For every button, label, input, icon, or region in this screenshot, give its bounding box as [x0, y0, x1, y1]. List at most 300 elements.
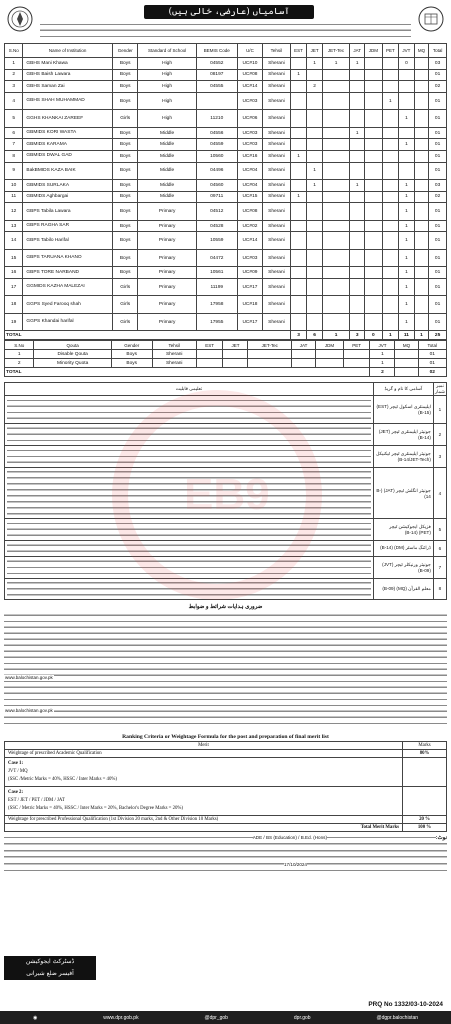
vacancy-cell-jdm [365, 232, 382, 250]
vacancy-cell-name: BakBMIDS KAZA BAIK [23, 162, 113, 180]
vacancy-cell-tehsil: Sherani [263, 180, 291, 192]
vacancy-cell-sno: 4 [5, 92, 23, 110]
vacancy-cell-uc: UC#17 [237, 278, 262, 296]
quota-cell-jat [292, 350, 316, 359]
case-2-label: Case 2: [8, 789, 24, 795]
rules-section [4, 604, 447, 712]
vacancy-cell-jvt: 1 [399, 139, 415, 151]
vacancy-cell-gender: Boys [112, 58, 137, 70]
vacancy-cell-est [290, 267, 307, 279]
vacancy-cell-gender: Boys [112, 139, 137, 151]
vacancy-cell-uc: UC#08 [237, 69, 262, 81]
quota-table-header [5, 341, 447, 350]
post-name: جونیئر ایلیمنٹری ٹیچر (JET) (B-14) [373, 424, 433, 446]
notes-lead: نوٹ: [435, 834, 447, 841]
vacancy-cell-tehsil: Sherani [263, 267, 291, 279]
vacancy-total-mq: 1 [414, 331, 428, 340]
vacancy-cell-mq [414, 69, 428, 81]
vacancy-cell-jat [350, 139, 365, 151]
vacancy-table-header [5, 44, 447, 58]
vacancy-cell-jat [350, 267, 365, 279]
vacancy-cell-est [290, 139, 307, 151]
quota-col-header: JET [223, 341, 248, 350]
post-qualification-row [5, 424, 447, 446]
vacancy-cell-jdm [365, 180, 382, 192]
rules-website-link-2[interactable]: www.balochistan.gov.pk [5, 707, 53, 713]
vacancy-cell-jettec [322, 127, 349, 139]
vacancy-cell-total: 02 [429, 191, 447, 203]
vacancy-cell-total: 01 [429, 69, 447, 81]
vacancy-cell-jet: 2 [307, 81, 323, 93]
vacancy-cell-total: 01 [429, 313, 447, 331]
quota-cell-mq [395, 359, 418, 368]
vacancy-col-header: JDM [365, 44, 382, 58]
vacancy-cell-pet: 1 [382, 92, 399, 110]
quota-cell-tehsil: Sherani [152, 359, 196, 368]
quota-col-header: S.No [5, 341, 34, 350]
vacancy-cell-pet [382, 278, 399, 296]
vacancy-cell-jettec [322, 92, 349, 110]
vacancy-cell-pet [382, 139, 399, 151]
notes-date: 17/10/2024 [284, 861, 307, 867]
vacancy-cell-gender: Boys [112, 92, 137, 110]
quota-col-header: JAT [292, 341, 316, 350]
vacancy-cell-jdm [365, 249, 382, 267]
vacancy-cell-jat: 1 [350, 180, 365, 192]
vacancy-cell-jettec [322, 249, 349, 267]
vacancy-cell-uc: UC#03 [237, 249, 262, 267]
vacancy-cell-mq [414, 127, 428, 139]
vacancy-cell-bemis: 04472 [196, 249, 237, 267]
vacancy-cell-name: GBMIDS KORI WASTA [23, 127, 113, 139]
vacancy-cell-tehsil: Sherani [263, 313, 291, 331]
quota-cell-jvt: 1 [370, 359, 395, 368]
vacancy-cell-total: 01 [429, 203, 447, 221]
vacancy-cell-tehsil: Sherani [263, 110, 291, 128]
quota-cell-total: 01 [418, 359, 446, 368]
vacancy-cell-jet: 1 [307, 162, 323, 180]
quota-cell-est [196, 350, 223, 359]
vacancy-cell-jettec [322, 232, 349, 250]
vacancy-cell-uc: UC#04 [237, 162, 262, 180]
vacancy-cell-tehsil: Sherani [263, 58, 291, 70]
vacancy-cell-jdm [365, 203, 382, 221]
vacancy-cell-total: 01 [429, 220, 447, 232]
vacancy-cell-jat [350, 296, 365, 314]
vacancy-cell-gender: Girls [112, 296, 137, 314]
vacancy-cell-gender: Boys [112, 232, 137, 250]
social-footer-bar [0, 1011, 451, 1024]
intro-paragraph [40, 21, 411, 41]
vacancy-cell-jet [307, 150, 323, 162]
vacancy-cell-standard: Middle [138, 191, 196, 203]
vacancy-cell-tehsil: Sherani [263, 139, 291, 151]
vacancy-total-label: TOTAL [5, 331, 291, 340]
vacancy-col-header: S.No [5, 44, 23, 58]
vacancy-cell-sno: 2 [5, 69, 23, 81]
post-name: جونیئر انگلش ٹیچر (JAT) (B-14) [373, 467, 433, 519]
vacancy-cell-jet [307, 249, 323, 267]
quota-cell-jdm [316, 359, 344, 368]
vacancy-cell-sno: 8 [5, 150, 23, 162]
vacancy-cell-pet [382, 69, 399, 81]
vacancy-cell-jdm [365, 162, 382, 180]
vacancy-cell-jet [307, 69, 323, 81]
quota-cell-pet [343, 350, 370, 359]
vacancy-cell-jettec [322, 191, 349, 203]
vacancy-cell-bemis: 04555 [196, 81, 237, 93]
vacancy-cell-standard: Primary [138, 278, 196, 296]
posts-qualification-table [4, 382, 447, 600]
post-number: 5 [433, 519, 446, 541]
vacancy-cell-total: 01 [429, 267, 447, 279]
case-2-formula: (SSC / Metric Marks = 40%, HSSC / Inter Marks = 20%, Bachelor's Degree Marks = 20%) [8, 805, 183, 811]
vacancy-cell-bemis: 04512 [196, 203, 237, 221]
vacancy-cell-est [290, 296, 307, 314]
vacancy-cell-jvt: 0 [399, 58, 415, 70]
quota-col-header: Total [418, 341, 446, 350]
header [4, 3, 447, 43]
marks-col-header: Marks [403, 741, 447, 749]
vacancy-cell-sno: 9 [5, 162, 23, 180]
vacancy-cell-jat [350, 110, 365, 128]
vacancy-cell-bemis: 10561 [196, 267, 237, 279]
vacancy-cell-name: GGHS KHANKAI ZAREEF [23, 110, 113, 128]
vacancy-cell-jvt: 1 [399, 110, 415, 128]
vacancy-cell-gender: Boys [112, 162, 137, 180]
vacancy-table-row [5, 92, 447, 110]
vacancy-col-header: PET [382, 44, 399, 58]
vacancy-cell-total: 03 [429, 58, 447, 70]
vacancy-cell-jvt [399, 150, 415, 162]
quota-cell-est [196, 359, 223, 368]
vacancy-cell-standard: High [138, 110, 196, 128]
notes-section [4, 835, 447, 874]
vacancy-table-row [5, 69, 447, 81]
vacancy-cell-jat [350, 92, 365, 110]
qualification-text [5, 556, 374, 578]
vacancy-cell-name: GBMIDS SURLAKA [23, 180, 113, 192]
vacancy-cell-jvt [399, 127, 415, 139]
vacancy-cell-sno: 11 [5, 191, 23, 203]
case-1-posts: JVT / MQ [8, 768, 28, 774]
vacancy-cell-jettec [322, 139, 349, 151]
vacancy-cell-jat [350, 81, 365, 93]
vacancy-table-row [5, 296, 447, 314]
quota-cell-tehsil: Sherani [152, 350, 196, 359]
vacancy-cell-uc: UC#15 [237, 191, 262, 203]
vacancy-cell-total: 01 [429, 150, 447, 162]
vacancy-cell-jet [307, 313, 323, 331]
vacancy-cell-standard: Primary [138, 296, 196, 314]
vacancy-cell-uc: UC#02 [237, 220, 262, 232]
vacancy-cell-jet [307, 92, 323, 110]
vacancy-cell-gender: Boys [112, 69, 137, 81]
professional-weightage-marks: 20 % [403, 815, 447, 823]
vacancy-cell-jvt: 1 [399, 191, 415, 203]
vacancy-table-row [5, 191, 447, 203]
qualification-text [5, 467, 374, 519]
qualification-text [5, 445, 374, 467]
quota-cell-total: 01 [418, 350, 446, 359]
vacancy-cell-jat: 1 [350, 127, 365, 139]
quota-cell-jet [223, 350, 248, 359]
vacancy-cell-est [290, 313, 307, 331]
vacancy-cell-total: 01 [429, 110, 447, 128]
vacancy-cell-jet: 1 [307, 58, 323, 70]
vacancy-cell-mq [414, 220, 428, 232]
quota-col-header: JET-Tec [248, 341, 292, 350]
vacancy-cell-jet [307, 139, 323, 151]
post-qualification-row [5, 445, 447, 467]
vacancy-cell-jat [350, 232, 365, 250]
vacancy-cell-uc: UC#09 [237, 267, 262, 279]
vacancy-cell-est [290, 127, 307, 139]
vacancy-cell-mq [414, 150, 428, 162]
vacancy-cell-jvt: 1 [399, 220, 415, 232]
vacancy-table-row [5, 110, 447, 128]
vacancy-table-row [5, 58, 447, 70]
vacancy-cell-jat [350, 162, 365, 180]
vacancy-cell-sno: 5 [5, 110, 23, 128]
vacancy-cell-sno: 18 [5, 296, 23, 314]
quota-cell-gender: Boys [111, 359, 152, 368]
vacancy-cell-jvt: 1 [399, 203, 415, 221]
post-number: 3 [433, 445, 446, 467]
post-number: 2 [433, 424, 446, 446]
vacancy-cell-jet [307, 203, 323, 221]
vacancy-cell-jet [307, 296, 323, 314]
vacancy-cell-total: 01 [429, 162, 447, 180]
vacancy-cell-est: 1 [290, 191, 307, 203]
quota-cell-mq [395, 350, 418, 359]
vacancy-cell-jdm [365, 191, 382, 203]
vacancy-cell-pet [382, 150, 399, 162]
vacancy-col-header: Tehsil [263, 44, 291, 58]
post-number: 1 [433, 396, 446, 424]
vacancy-cell-jdm [365, 267, 382, 279]
vacancy-cell-tehsil: Sherani [263, 220, 291, 232]
vacancy-cell-mq [414, 58, 428, 70]
vacancy-total-total: 25 [429, 331, 447, 340]
vacancy-cell-est [290, 278, 307, 296]
vacancy-cell-uc: UC#14 [237, 232, 262, 250]
vacancy-cell-jettec [322, 162, 349, 180]
globe-icon: ◉ [32, 1014, 38, 1021]
quota-cell-quota: Minority Quota [34, 359, 111, 368]
vacancy-cell-total: 01 [429, 232, 447, 250]
vacancy-total-jettec: 1 [322, 331, 349, 340]
vacancy-cell-gender: Boys [112, 220, 137, 232]
vacancy-total-jdm: 0 [365, 331, 382, 340]
vacancy-cell-jdm [365, 69, 382, 81]
quota-cell-jettec [248, 350, 292, 359]
vacancy-cell-tehsil: Sherani [263, 191, 291, 203]
vacancy-cell-pet [382, 110, 399, 128]
posts-qualification-section [4, 382, 447, 600]
vacancy-cell-name: GBMIDS Aghbargai [23, 191, 113, 203]
vacancy-cell-gender: Boys [112, 267, 137, 279]
balochistan-govt-logo-icon [7, 6, 33, 32]
footer-website-link[interactable]: www.dpr.gob.pk [103, 1014, 139, 1021]
case-2-cell [5, 786, 403, 815]
qualification-text [5, 519, 374, 541]
vacancy-cell-bemis: 11199 [196, 278, 237, 296]
vacancy-cell-total: 01 [429, 127, 447, 139]
quota-col-header: Qouta [34, 341, 111, 350]
professional-weightage-label: Weightage for prescribed Professional Qualification (1st Division 20 marks, 2nd & Other Division 10 Marks) [5, 815, 403, 823]
vacancy-cell-mq [414, 162, 428, 180]
vacancy-cell-jdm [365, 220, 382, 232]
vacancy-cell-jet [307, 278, 323, 296]
quota-cell-jettec [248, 359, 292, 368]
vacancy-table [4, 43, 447, 340]
vacancy-cell-jet [307, 127, 323, 139]
vacancy-cell-jat [350, 278, 365, 296]
vacancy-cell-sno: 13 [5, 220, 23, 232]
vacancy-cell-mq [414, 267, 428, 279]
vacancy-cell-sno: 3 [5, 81, 23, 93]
vacancy-cell-jettec [322, 313, 349, 331]
vacancy-col-header: JET-Tec [322, 44, 349, 58]
vacancy-cell-standard: High [138, 92, 196, 110]
vacancy-cell-jet: 1 [307, 180, 323, 192]
vacancy-cell-uc: UC#18 [237, 296, 262, 314]
vacancy-cell-bemis: 04552 [196, 58, 237, 70]
vacancy-cell-pet [382, 267, 399, 279]
vacancy-cell-pet [382, 232, 399, 250]
vacancy-cell-jdm [365, 58, 382, 70]
vacancy-cell-name: GBMIDS KARAMA [23, 139, 113, 151]
vacancy-cell-jet [307, 220, 323, 232]
vacancy-cell-sno: 16 [5, 267, 23, 279]
vacancy-cell-jdm [365, 127, 382, 139]
vacancy-col-header: U/C [237, 44, 262, 58]
vacancy-cell-total: 01 [429, 296, 447, 314]
vacancy-cell-name: GBHS Baish Lawara [23, 69, 113, 81]
signature-block [4, 956, 96, 980]
vacancy-cell-tehsil: Sherani [263, 278, 291, 296]
vacancy-col-header: Total [429, 44, 447, 58]
quota-col-header: Tehsil [152, 341, 196, 350]
vacancy-cell-mq [414, 92, 428, 110]
case-1-cell [5, 757, 403, 786]
vacancy-cell-jvt: 1 [399, 313, 415, 331]
post-qualification-row [5, 541, 447, 557]
vacancy-cell-mq [414, 191, 428, 203]
vacancy-cell-jvt: 1 [399, 232, 415, 250]
vacancy-col-header: MQ [414, 44, 428, 58]
vacancy-cell-tehsil: Sherani [263, 296, 291, 314]
vacancy-cell-jat: 1 [350, 58, 365, 70]
vacancy-cell-est [290, 232, 307, 250]
vacancy-cell-standard: Primary [138, 220, 196, 232]
vacancy-cell-tehsil: Sherani [263, 150, 291, 162]
vacancy-table-row [5, 249, 447, 267]
vacancy-cell-jdm [365, 278, 382, 296]
quota-col-header: MQ [395, 341, 418, 350]
vacancy-cell-jettec [322, 110, 349, 128]
quota-total-jvt: 2 [370, 368, 395, 377]
vacancy-cell-mq [414, 180, 428, 192]
vacancy-total-jet: 6 [307, 331, 323, 340]
merit-col-header: Merit [5, 741, 403, 749]
total-merit-label: Total Merit Marks [5, 823, 403, 831]
vacancy-cell-sno: 17 [5, 278, 23, 296]
vacancy-cell-jvt: 1 [399, 180, 415, 192]
vacancy-cell-jat [350, 249, 365, 267]
vacancy-cell-mq [414, 139, 428, 151]
vacancy-cell-bemis: 10559 [196, 232, 237, 250]
qualification-text [5, 578, 374, 600]
rules-website-link-1[interactable]: www.balochistan.gov.pk [5, 674, 53, 680]
vacancy-cell-uc: UC#03 [237, 127, 262, 139]
youtube-handle-link[interactable]: dpr.gob [293, 1014, 311, 1021]
vacancy-cell-jettec [322, 220, 349, 232]
vacancy-cell-gender: Boys [112, 150, 137, 162]
academic-weightage-marks: 80% [403, 749, 447, 757]
case-1-label: Case 1: [8, 760, 24, 766]
vacancy-cell-bemis: 04496 [196, 162, 237, 180]
case-1-formula: (SSC /Metric Marks = 40%, HSSC / Inter Marks = 40%) [8, 776, 117, 782]
vacancy-cell-standard: Primary [138, 249, 196, 267]
notes-snippet: ADE / BS (Education) / B.Ed. (Hons) [252, 834, 327, 840]
vacancy-cell-jettec [322, 278, 349, 296]
vacancy-cell-jvt [399, 81, 415, 93]
vacancy-cell-jettec [322, 296, 349, 314]
vacancy-total-jat: 3 [350, 331, 365, 340]
vacancy-table-row [5, 232, 447, 250]
vacancy-cell-jdm [365, 296, 382, 314]
vacancy-cell-jettec: 1 [322, 58, 349, 70]
vacancy-cell-tehsil: Sherani [263, 69, 291, 81]
vacancy-cell-jat [350, 69, 365, 81]
post-number: 4 [433, 467, 446, 519]
vacancy-cell-jvt: 1 [399, 296, 415, 314]
vacancy-cell-name: GBPS TARUANA KHANO [23, 249, 113, 267]
vacancy-cell-name: GBHS Mani Khawa [23, 58, 113, 70]
quota-col-header: PET [343, 341, 370, 350]
twitter-handle-link[interactable]: @dpr_gob [204, 1014, 228, 1021]
vacancy-cell-jdm [365, 313, 382, 331]
vacancy-cell-standard: High [138, 58, 196, 70]
facebook-handle-link[interactable]: @dgpr.balochistan [376, 1014, 419, 1021]
vacancy-cell-uc: UC#16 [237, 150, 262, 162]
vacancy-cell-gender: Girls [112, 313, 137, 331]
vacancy-cell-tehsil: Sherani [263, 203, 291, 221]
vacancy-cell-jvt [399, 162, 415, 180]
vacancy-cell-mq [414, 110, 428, 128]
vacancy-cell-pet [382, 220, 399, 232]
vacancy-col-header: Name of Institution [23, 44, 113, 58]
vacancy-cell-bemis: 04528 [196, 220, 237, 232]
vacancy-cell-bemis: 17958 [196, 296, 237, 314]
vacancy-cell-sno: 7 [5, 139, 23, 151]
vacancy-table-row [5, 139, 447, 151]
education-dept-seal-icon [418, 6, 444, 32]
vacancy-cell-mq [414, 81, 428, 93]
vacancy-total-est: 3 [290, 331, 307, 340]
vacancy-cell-sno: 15 [5, 249, 23, 267]
vacancy-cell-uc: UC#08 [237, 203, 262, 221]
number-header: نمبر شمار [434, 383, 445, 395]
signature-line-1: ڈسٹرکٹ ایجوکیشن [25, 958, 75, 965]
vacancy-cell-pet [382, 180, 399, 192]
post-number: 6 [433, 541, 446, 557]
vacancy-table-row [5, 180, 447, 192]
vacancy-cell-total: 03 [429, 180, 447, 192]
vacancy-table-row [5, 162, 447, 180]
